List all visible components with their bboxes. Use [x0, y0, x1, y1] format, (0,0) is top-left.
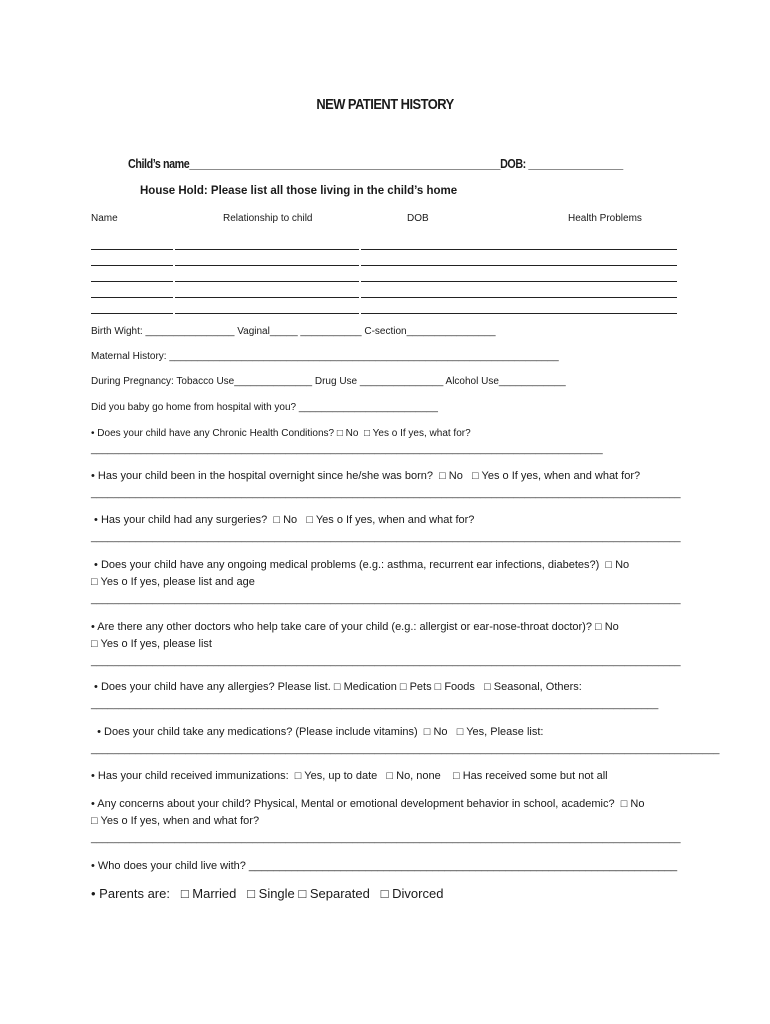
- immunizations-question[interactable]: • Has your child received immunizations: □ Yes, up to date □ No, none □ Has received some but not all: [91, 770, 608, 782]
- column-header-health-problems: Health Problems: [568, 213, 642, 224]
- column-header-relationship: Relationship to child: [223, 213, 313, 224]
- pregnancy-line[interactable]: During Pregnancy: Tobacco Use______________ Drug Use _______________ Alcohol Use____________: [91, 376, 566, 387]
- other-doctors-answer-line[interactable]: __________________________________________________________________________________________________________: [91, 656, 681, 667]
- chronic-conditions-question[interactable]: • Does your child have any Chronic Health Conditions? □ No □ Yes o If yes, what for?: [91, 428, 471, 439]
- child-name-label: Child’s name: [128, 157, 190, 171]
- maternal-history-line[interactable]: Maternal History: ______________________________________________________________________: [91, 351, 559, 362]
- column-header-name: Name: [91, 213, 118, 224]
- household-heading: House Hold: Please list all those living in the child’s home: [140, 185, 458, 197]
- parents-status-question[interactable]: • Parents are: □ Married □ Single □ Separated □ Divorced: [91, 886, 444, 901]
- column-header-dob: DOB: [407, 213, 429, 224]
- allergies-answer-line[interactable]: ______________________________________________________________________________________________________: [91, 699, 659, 710]
- hospital-overnight-answer-line[interactable]: __________________________________________________________________________________________________________: [91, 488, 681, 499]
- household-row[interactable]: [91, 256, 677, 266]
- other-doctors-yes-option[interactable]: □ Yes o If yes, please list: [91, 638, 212, 650]
- child-dob-field[interactable]: _________________: [528, 157, 623, 171]
- birth-weight-line[interactable]: Birth Wight: ________________ Vaginal_____ ___________ C-section________________: [91, 326, 496, 337]
- page-title: NEW PATIENT HISTORY: [316, 96, 454, 113]
- child-dob-label: DOB:: [500, 157, 526, 171]
- hospital-overnight-question[interactable]: • Has your child been in the hospital overnight since he/she was born? □ No □ Yes o If yes, when and what for?: [91, 470, 641, 482]
- medications-answer-line[interactable]: _________________________________________________________________________________________________________________: [91, 744, 720, 755]
- household-row[interactable]: [91, 240, 677, 250]
- medications-question[interactable]: • Does your child take any medications? (Please include vitamins) □ No □ Yes, Please list:: [91, 726, 544, 738]
- lives-with-question[interactable]: • Who does your child live with? ______________________________________________________________________: [91, 860, 678, 872]
- ongoing-problems-yes-option[interactable]: □ Yes o If yes, please list and age: [91, 576, 255, 588]
- home-from-hospital-line[interactable]: Did you baby go home from hospital with you? _________________________: [91, 402, 438, 413]
- chronic-conditions-answer-line[interactable]: ____________________________________________________________________________________________: [91, 444, 603, 455]
- allergies-question[interactable]: • Does your child have any allergies? Please list. □ Medication □ Pets □ Foods □ Seasonal, Others:: [91, 681, 582, 693]
- surgeries-question[interactable]: • Has your child had any surgeries? □ No □ Yes o If yes, when and what for?: [91, 514, 475, 526]
- child-info-line: [128, 157, 623, 171]
- concerns-answer-line[interactable]: __________________________________________________________________________________________________________: [91, 833, 681, 844]
- surgeries-answer-line[interactable]: __________________________________________________________________________________________________________: [91, 532, 681, 543]
- household-row[interactable]: [91, 304, 677, 314]
- household-row[interactable]: [91, 288, 677, 298]
- child-name-field[interactable]: ________________________________________________________: [189, 157, 501, 171]
- household-row[interactable]: [91, 272, 677, 282]
- other-doctors-question[interactable]: • Are there any other doctors who help take care of your child (e.g.: allergist or ear-nose-throat doctor)? □ No: [91, 621, 619, 633]
- ongoing-problems-answer-line[interactable]: __________________________________________________________________________________________________________: [91, 594, 681, 605]
- concerns-question[interactable]: • Any concerns about your child? Physical, Mental or emotional development behavior in school, academic? □ No: [91, 798, 645, 810]
- concerns-yes-option[interactable]: □ Yes o If yes, when and what for?: [91, 815, 260, 827]
- ongoing-problems-question[interactable]: • Does your child have any ongoing medical problems (e.g.: asthma, recurrent ear infections, diabetes?) □ No: [91, 559, 630, 571]
